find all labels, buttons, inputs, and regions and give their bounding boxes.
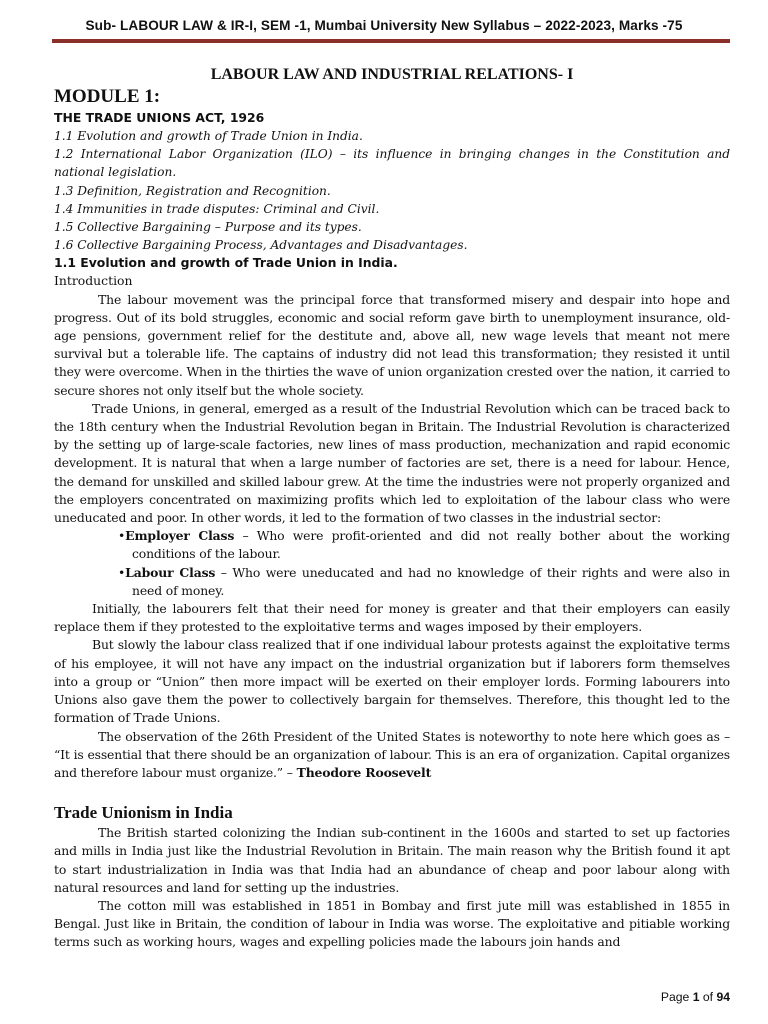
- topic-item: 1.3 Definition, Registration and Recognition.: [54, 183, 331, 198]
- bullet-item: •Labour Class – Who were uneducated and had no knowledge of their rights and were also in need of money.: [118, 564, 730, 598]
- paragraph: The British started colonizing the Indian sub-continent in the 1600s and started to set up factories and mills in India just like the Industrial Revolution in Britain. The main reason why the British found it apt to start industrialization in India was that India had an abundance of cheap and poor labour along with natural resources and land for setting up the industries.: [54, 825, 730, 895]
- topic-item: 1.1 Evolution and growth of Trade Union in India.: [54, 129, 363, 143]
- module-heading: MODULE 1:: [54, 86, 161, 107]
- quote-paragraph: [54, 728, 730, 783]
- quote-text: The observation of the 26th President of the United States is noteworthy to note here which goes as – “It is essential that there should be an organization of labour. This is an era of organization. Capital organizes and therefore labour must organize.” –: [54, 728, 730, 780]
- page-header: Sub- LABOUR LAW & IR-I, SEM -1, Mumbai University New Syllabus – 2022-2023, Marks -75: [85, 18, 683, 33]
- header-divider: [52, 39, 730, 43]
- page-number: 1: [692, 990, 700, 1004]
- document-title: LABOUR LAW AND INDUSTRIAL RELATIONS- I: [210, 66, 574, 83]
- page-footer: [661, 990, 730, 1004]
- introduction-label: Introduction: [54, 273, 133, 289]
- act-heading: THE TRADE UNIONS ACT, 1926: [54, 110, 265, 125]
- document-body: [54, 64, 730, 952]
- subsection-heading: Trade Unionism in India: [54, 803, 233, 823]
- bullet-text: – Who were uneducated and had no knowledge of their rights and were also in need of money.: [132, 564, 730, 598]
- section-heading: 1.1 Evolution and growth of Trade Union in India.: [54, 255, 398, 271]
- topic-item: 1.5 Collective Bargaining – Purpose and its types.: [54, 220, 362, 235]
- page-label: Page: [660, 990, 690, 1004]
- class-bullet-list: [54, 527, 730, 600]
- bullet-term: Labour Class: [125, 564, 216, 580]
- topic-list: [54, 127, 730, 254]
- paragraph: The labour movement was the principal force that transformed misery and despair into hope and progress. Out of its bold struggles, economic and social reform gave birth to unemployment insurance, old-age pensions, government relief for the destitute and, above all, new wage levels that meant not mere survival but a tolerable life. The captains of industry did not lead this transformation; they resisted it until they were overcome. When in the thirties the wave of union organization crested over the nation, it carried to secure shores not only itself but the whole society.: [54, 291, 731, 398]
- page-total: 94: [716, 990, 730, 1004]
- paragraph: Trade Unions, in general, emerged as a result of the Industrial Revolution which can be traced back to the 18th century when the Industrial Revolution began in Britain. The Industrial Revolution is characterized by the setting up of large-scale factories, new lines of mass production, mechanization and rapid economic development. It is natural that when a large number of factories are set, there is a need for labour. Hence, the demand for unskilled and skilled labour grew. At the time the industries were not properly organized and the employers concentrated on maximizing profits which led to exploitation of the labour class who were uneducated and poor. In other words, it led to the formation of two classes in the industrial sector:: [54, 400, 730, 526]
- of-label: of: [702, 990, 714, 1004]
- bullet-text: – Who were profit-oriented and did not really bother about the working conditions of the labour.: [132, 528, 730, 562]
- paragraph: Initially, the labourers felt that their need for money is greater and that their employers can easily replace them if they protested to the exploitative terms and wages imposed by their employers.: [54, 601, 730, 635]
- topic-item: 1.4 Immunities in trade disputes: Criminal and Civil.: [54, 201, 380, 216]
- bullet-term: Employer Class: [125, 528, 235, 544]
- paragraph: The cotton mill was established in 1851 in Bombay and first jute mill was established in 1855 in Bengal. Just like in Britain, the condition of labour in India was worse. The exploitative and pitiable working terms such as working hours, wages and expelling policies made the labours join hands and: [54, 897, 730, 950]
- quote-author: Theodore Roosevelt: [296, 764, 432, 780]
- paragraph: But slowly the labour class realized that if one individual labour protests against the exploitative terms of his employee, it will not have any impact on the industrial organization but if laborers form themselves into a group or “Union” then more impact will be exerted on their employer lords. Forming labourers into Unions also gave them the power to collectively bargain for themselves. Therefore, this thought led to the formation of Trade Unions.: [54, 637, 730, 726]
- bullet-item: •Employer Class – Who were profit-oriented and did not really bother about the working conditions of the labour.: [118, 528, 730, 562]
- topic-item: 1.6 Collective Bargaining Process, Advantages and Disadvantages.: [54, 238, 468, 253]
- topic-item: 1.2 International Labor Organization (ILO) – its influence in bringing changes in the Constitution and national legislation.: [54, 147, 730, 180]
